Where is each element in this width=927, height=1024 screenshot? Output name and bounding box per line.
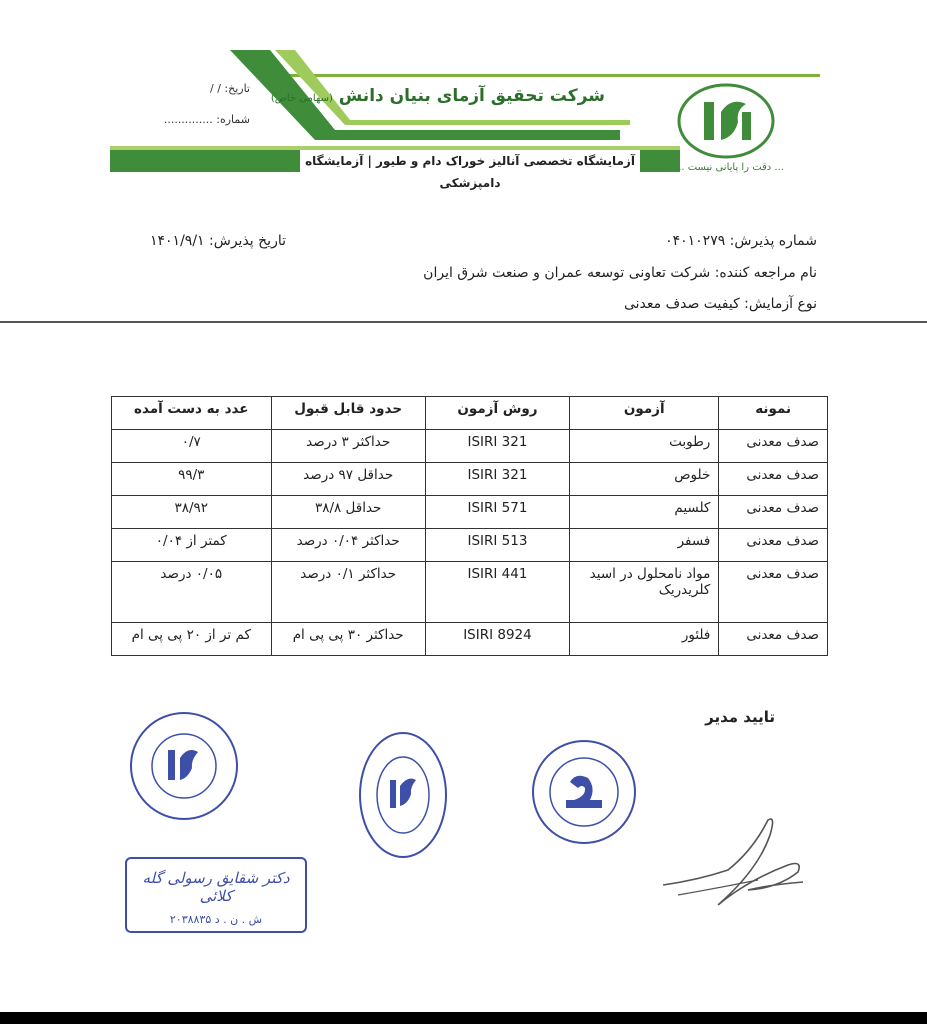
header-subtitle: آزمایشگاه تخصصی آنالیز خوراک دام و طیور | آزمایشگاه دامپزشکی [300, 150, 640, 172]
doctor-stamp [125, 857, 307, 933]
header-sample: نمونه [719, 397, 828, 430]
test-type: نوع آزمایش: کیفیت صدف معدنی [623, 296, 817, 312]
date-field: تاریخ: / / [210, 82, 250, 95]
cell-limit: حداکثر ۳۰ پی پی ام [271, 623, 425, 656]
table-row [112, 463, 828, 496]
cell-limit: حداقل ۳۸/۸ [271, 496, 425, 529]
cell-result: ۳۸/۹۲ [112, 496, 272, 529]
cell-result: کمتر از ۰/۰۴ [112, 529, 272, 562]
cell-result: ۰/۰۵ درصد [112, 562, 272, 623]
lab-stamp-veterinary [358, 730, 448, 860]
reception-date: تاریخ پذیرش: ۱۴۰۱/۹/۱ [150, 233, 286, 249]
table-row [112, 430, 828, 463]
header-test: آزمون [570, 397, 719, 430]
table-row [112, 496, 828, 529]
cell-method: ISIRI 513 [425, 529, 569, 562]
cell-method: ISIRI 321 [425, 430, 569, 463]
lab-stamp-research [128, 710, 240, 822]
cell-test: خلوص [570, 463, 719, 496]
manager-approval-label: تایید مدیر [705, 708, 775, 726]
reception-number: شماره پذیرش: ۰۴۰۱۰۲۷۹ [665, 233, 817, 249]
cell-test: فلئور [570, 623, 719, 656]
doctor-name: دکتر شقایق رسولی گله کلائی [142, 869, 290, 905]
table-row [112, 562, 828, 623]
cell-sample: صدف معدنی [719, 529, 828, 562]
header-limit: حدود قابل قبول [271, 397, 425, 430]
number-field: شماره: .............. [163, 113, 250, 126]
cell-method: ISIRI 8924 [425, 623, 569, 656]
section-divider [0, 321, 927, 323]
company-slogan: ... دقت را پایانی نیست ... [675, 162, 784, 173]
cell-method: ISIRI 321 [425, 463, 569, 496]
cell-limit: حداکثر ۰/۰۴ درصد [271, 529, 425, 562]
table-header-row [112, 397, 828, 430]
table-row [112, 529, 828, 562]
cell-limit: حداکثر ۳ درصد [271, 430, 425, 463]
company-logo [676, 82, 776, 160]
company-name: شرکت تحقیق آزمای بنیان دانش (سهامی خاص) [270, 86, 605, 106]
cell-test: رطوبت [570, 430, 719, 463]
cell-test: مواد نامحلول در اسید کلریدریک [570, 562, 719, 623]
cell-test: کلسیم [570, 496, 719, 529]
cell-result: ۰/۷ [112, 430, 272, 463]
doctor-id: ش . ن . د ۲۰۳۸۸۳۵ [169, 913, 263, 926]
header-method: روش آزمون [425, 397, 569, 430]
cell-result: کم تر از ۲۰ پی پی ام [112, 623, 272, 656]
cell-sample: صدف معدنی [719, 496, 828, 529]
cell-sample: صدف معدنی [719, 623, 828, 656]
cell-limit: حداکثر ۰/۱ درصد [271, 562, 425, 623]
cell-method: ISIRI 571 [425, 496, 569, 529]
referrer-name: نام مراجعه کننده: شرکت تعاونی توسعه عمران و صنعت شرق ایران [423, 265, 817, 281]
cell-limit: حداقل ۹۷ درصد [271, 463, 425, 496]
header-result: عدد به دست آمده [112, 397, 272, 430]
lab-stamp-complex [530, 738, 638, 846]
cell-sample: صدف معدنی [719, 562, 828, 623]
results-table [111, 396, 828, 656]
cell-test: فسفر [570, 529, 719, 562]
cell-method: ISIRI 441 [425, 562, 569, 623]
table-row [112, 623, 828, 656]
manager-signature [658, 810, 808, 920]
cell-result: ۹۹/۳ [112, 463, 272, 496]
cell-sample: صدف معدنی [719, 430, 828, 463]
cell-sample: صدف معدنی [719, 463, 828, 496]
